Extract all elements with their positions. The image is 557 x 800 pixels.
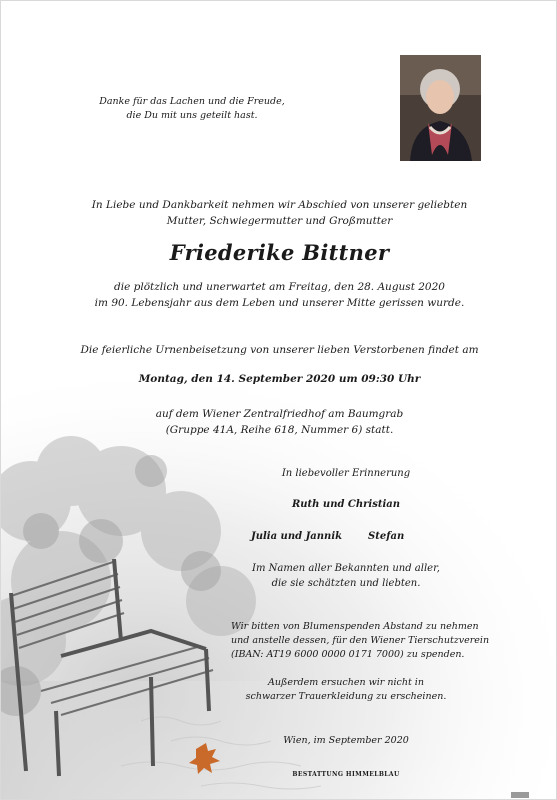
death-line: im 90. Lebensjahr aus dem Leben und unserer Mitte gerissen wurde. bbox=[94, 297, 465, 309]
acquaintances-line: die sie schätzten und liebten. bbox=[271, 578, 421, 589]
flowers-line: und anstelle dessen, für den Wiener Tierschutzverein bbox=[231, 635, 490, 646]
place-and-date: Wien, im September 2020 bbox=[283, 735, 409, 746]
mourner-names: Julia und Jannik bbox=[251, 531, 343, 542]
flowers-request bbox=[231, 620, 490, 662]
ceremony-intro: Die feierliche Urnenbeisetzung von unserer lieben Verstorbenen findet am bbox=[80, 344, 479, 356]
flowers-line: (IBAN: AT19 6000 0000 0171 7000) zu spenden. bbox=[231, 649, 465, 660]
memory-heading: In liebevoller Erinnerung bbox=[281, 468, 411, 479]
farewell-intro bbox=[1, 197, 557, 229]
dress-request bbox=[231, 676, 461, 704]
undertaker-name: BESTATTUNG HIMMELBLAU bbox=[292, 771, 400, 778]
ceremony-date: Montag, den 14. September 2020 um 09:30 Uhr bbox=[138, 373, 421, 385]
death-notice bbox=[1, 279, 557, 311]
death-line: die plötzlich und unerwartet am Freitag, den 28. August 2020 bbox=[114, 281, 445, 293]
acquaintances-line: Im Namen aller Bekannten und aller, bbox=[252, 563, 440, 574]
flowers-line: Wir bitten von Blumenspenden Abstand zu nehmen bbox=[231, 621, 479, 632]
intro-line: In Liebe und Dankbarkeit nehmen wir Abschied von unserer geliebten bbox=[91, 199, 468, 211]
deceased-name: Friederike Bittner bbox=[169, 240, 390, 265]
opening-quote bbox=[97, 95, 287, 123]
quote-line: Danke für das Lachen und die Freude, bbox=[99, 96, 285, 107]
undertaker-logo bbox=[511, 792, 529, 798]
dress-line: schwarzer Trauerkleidung zu erscheinen. bbox=[245, 691, 447, 702]
mourner-names: Stefan bbox=[368, 531, 405, 542]
dress-line: Außerdem ersuchen wir nicht in bbox=[268, 677, 424, 688]
place-line: auf dem Wiener Zentralfriedhof am Baumgrab bbox=[155, 408, 404, 420]
mourner-names: Ruth und Christian bbox=[291, 499, 401, 510]
intro-line: Mutter, Schwiegermutter und Großmutter bbox=[166, 215, 393, 227]
portrait-photo bbox=[400, 55, 481, 161]
quote-line: die Du mit uns geteilt hast. bbox=[126, 110, 258, 121]
place-line: (Gruppe 41A, Reihe 618, Nummer 6) statt. bbox=[165, 424, 394, 436]
acquaintances-note bbox=[231, 561, 461, 591]
ceremony-place bbox=[1, 406, 557, 438]
